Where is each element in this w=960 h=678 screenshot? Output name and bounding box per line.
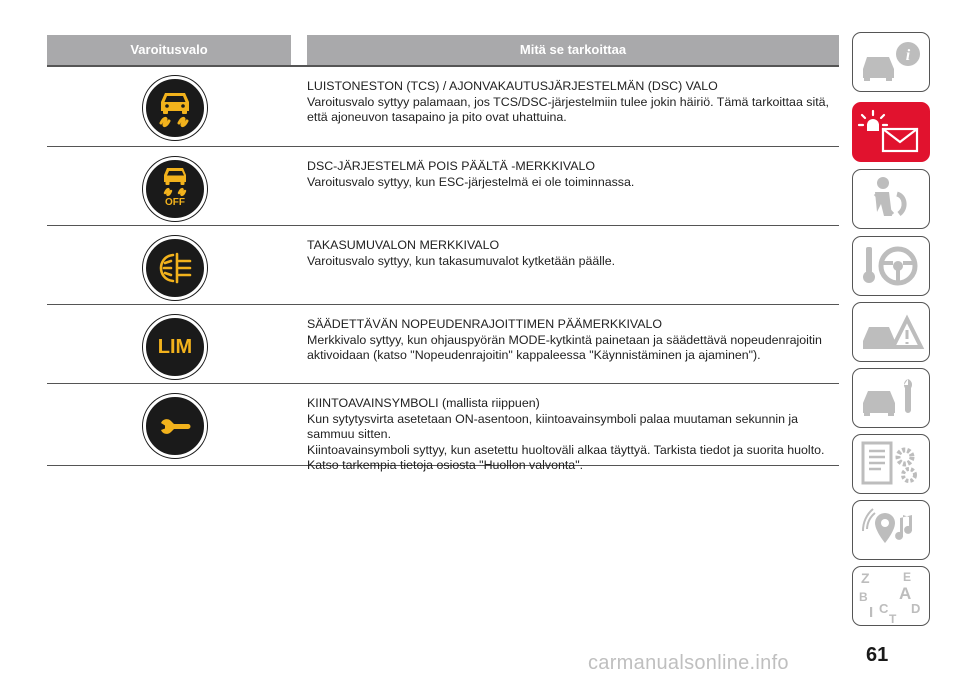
warning-lights-icon <box>853 103 929 161</box>
table-row <box>47 226 839 305</box>
column-header-meaning: Mitä se tarkoittaa <box>307 35 839 65</box>
row-description <box>307 79 837 126</box>
lim-label: LIM <box>157 336 193 358</box>
row-description <box>307 238 837 269</box>
row-text-line: Varoitusvalo syttyy palamaan, jos TCS/DSC-järjestelmiin tulee jokin häiriö. Tämä tarkoittaa sitä, <box>307 94 829 109</box>
row-description <box>307 317 837 364</box>
index-letter: T <box>889 612 897 625</box>
rear-fog-light-icon <box>143 236 207 300</box>
car-info-icon <box>853 33 929 91</box>
index-letter: A <box>899 584 912 603</box>
table-row <box>47 384 839 472</box>
watermark: carmanualsonline.info <box>588 652 789 674</box>
tab-warning-lights[interactable] <box>852 102 930 162</box>
index-letter: C <box>879 601 889 616</box>
maintenance-icon <box>853 369 929 427</box>
starting-driving-icon <box>853 237 929 295</box>
index-letter: B <box>859 590 868 604</box>
safety-icon <box>853 170 929 228</box>
row-title: LUISTONESTON (TCS) / AJONVAKAUTUSJÄRJESTELMÄN (DSC) VALO <box>307 79 718 93</box>
row-title: SÄÄDETTÄVÄN NOPEUDENRAJOITTIMEN PÄÄMERKKIVALO <box>307 317 663 331</box>
row-text-line: Katso tarkempia tietoja osiosta "Huollon valvonta". <box>307 458 584 472</box>
technical-data-icon <box>853 435 929 493</box>
svg-text:i: i <box>905 47 911 64</box>
row-title: DSC-JÄRJESTELMÄ POIS PÄÄLTÄ -MERKKIVALO <box>307 159 596 173</box>
row-title: TAKASUMUVALON MERKKIVALO <box>307 238 500 252</box>
speed-limiter-icon <box>143 315 207 379</box>
row-text-line: sammuu sitten. <box>307 427 392 441</box>
index-letter: I <box>869 604 874 621</box>
tab-starting-driving[interactable] <box>852 236 930 296</box>
table-row <box>47 147 839 226</box>
table-row <box>47 67 839 147</box>
emergency-icon <box>853 303 929 361</box>
row-text-line: Merkkivalo syttyy, kun ohjauspyörän MODE-kytkintä painetaan ja säädettävä nopeudenrajoitin <box>307 332 822 347</box>
table-header <box>47 35 839 67</box>
tab-maintenance[interactable] <box>852 368 930 428</box>
multimedia-icon <box>853 501 929 559</box>
row-text-line: Varoitusvalo syttyy, kun takasumuvalot kytketään päälle. <box>307 253 616 268</box>
tab-index[interactable] <box>852 566 930 626</box>
row-text-line: Kiintoavainsymboli syttyy, kun asetettu huoltoväli alkaa täyttyä. Tarkista tiedot ja suorita huolto. <box>307 442 825 457</box>
tab-technical-data[interactable] <box>852 434 930 494</box>
table-row <box>47 305 839 384</box>
row-text-line: aktivoidaan (katso "Nopeudenrajoitin" kappaleessa "Käynnistäminen ja ajaminen"). <box>307 348 761 362</box>
dsc-off-icon <box>143 157 207 221</box>
row-description <box>307 396 837 474</box>
row-text-line: Kun sytytysvirta asetetaan ON-asentoon, kiintoavainsymboli palaa muutaman sekunnin ja <box>307 411 799 426</box>
column-header-warning-light: Varoitusvalo <box>47 35 291 65</box>
tab-emergency[interactable] <box>852 302 930 362</box>
index-letter: E <box>903 570 912 584</box>
tab-car-info[interactable] <box>852 32 930 92</box>
off-label: OFF <box>165 197 185 208</box>
tab-safety[interactable] <box>852 169 930 229</box>
tab-multimedia[interactable] <box>852 500 930 560</box>
index-letter: D <box>911 601 921 616</box>
row-title: KIINTOAVAINSYMBOLI (mallista riippuen) <box>307 396 540 410</box>
row-description <box>307 159 837 190</box>
page-number: 61 <box>866 644 889 666</box>
index-letter: Z <box>861 570 870 586</box>
traction-control-icon <box>143 76 207 140</box>
wrench-icon <box>143 394 207 458</box>
row-text-line: Varoitusvalo syttyy, kun ESC-järjestelmä ei ole toiminnassa. <box>307 174 635 189</box>
index-icon <box>853 567 929 625</box>
row-text-line: että ajoneuvon tasapaino ja pito ovat uhattuina. <box>307 110 567 124</box>
